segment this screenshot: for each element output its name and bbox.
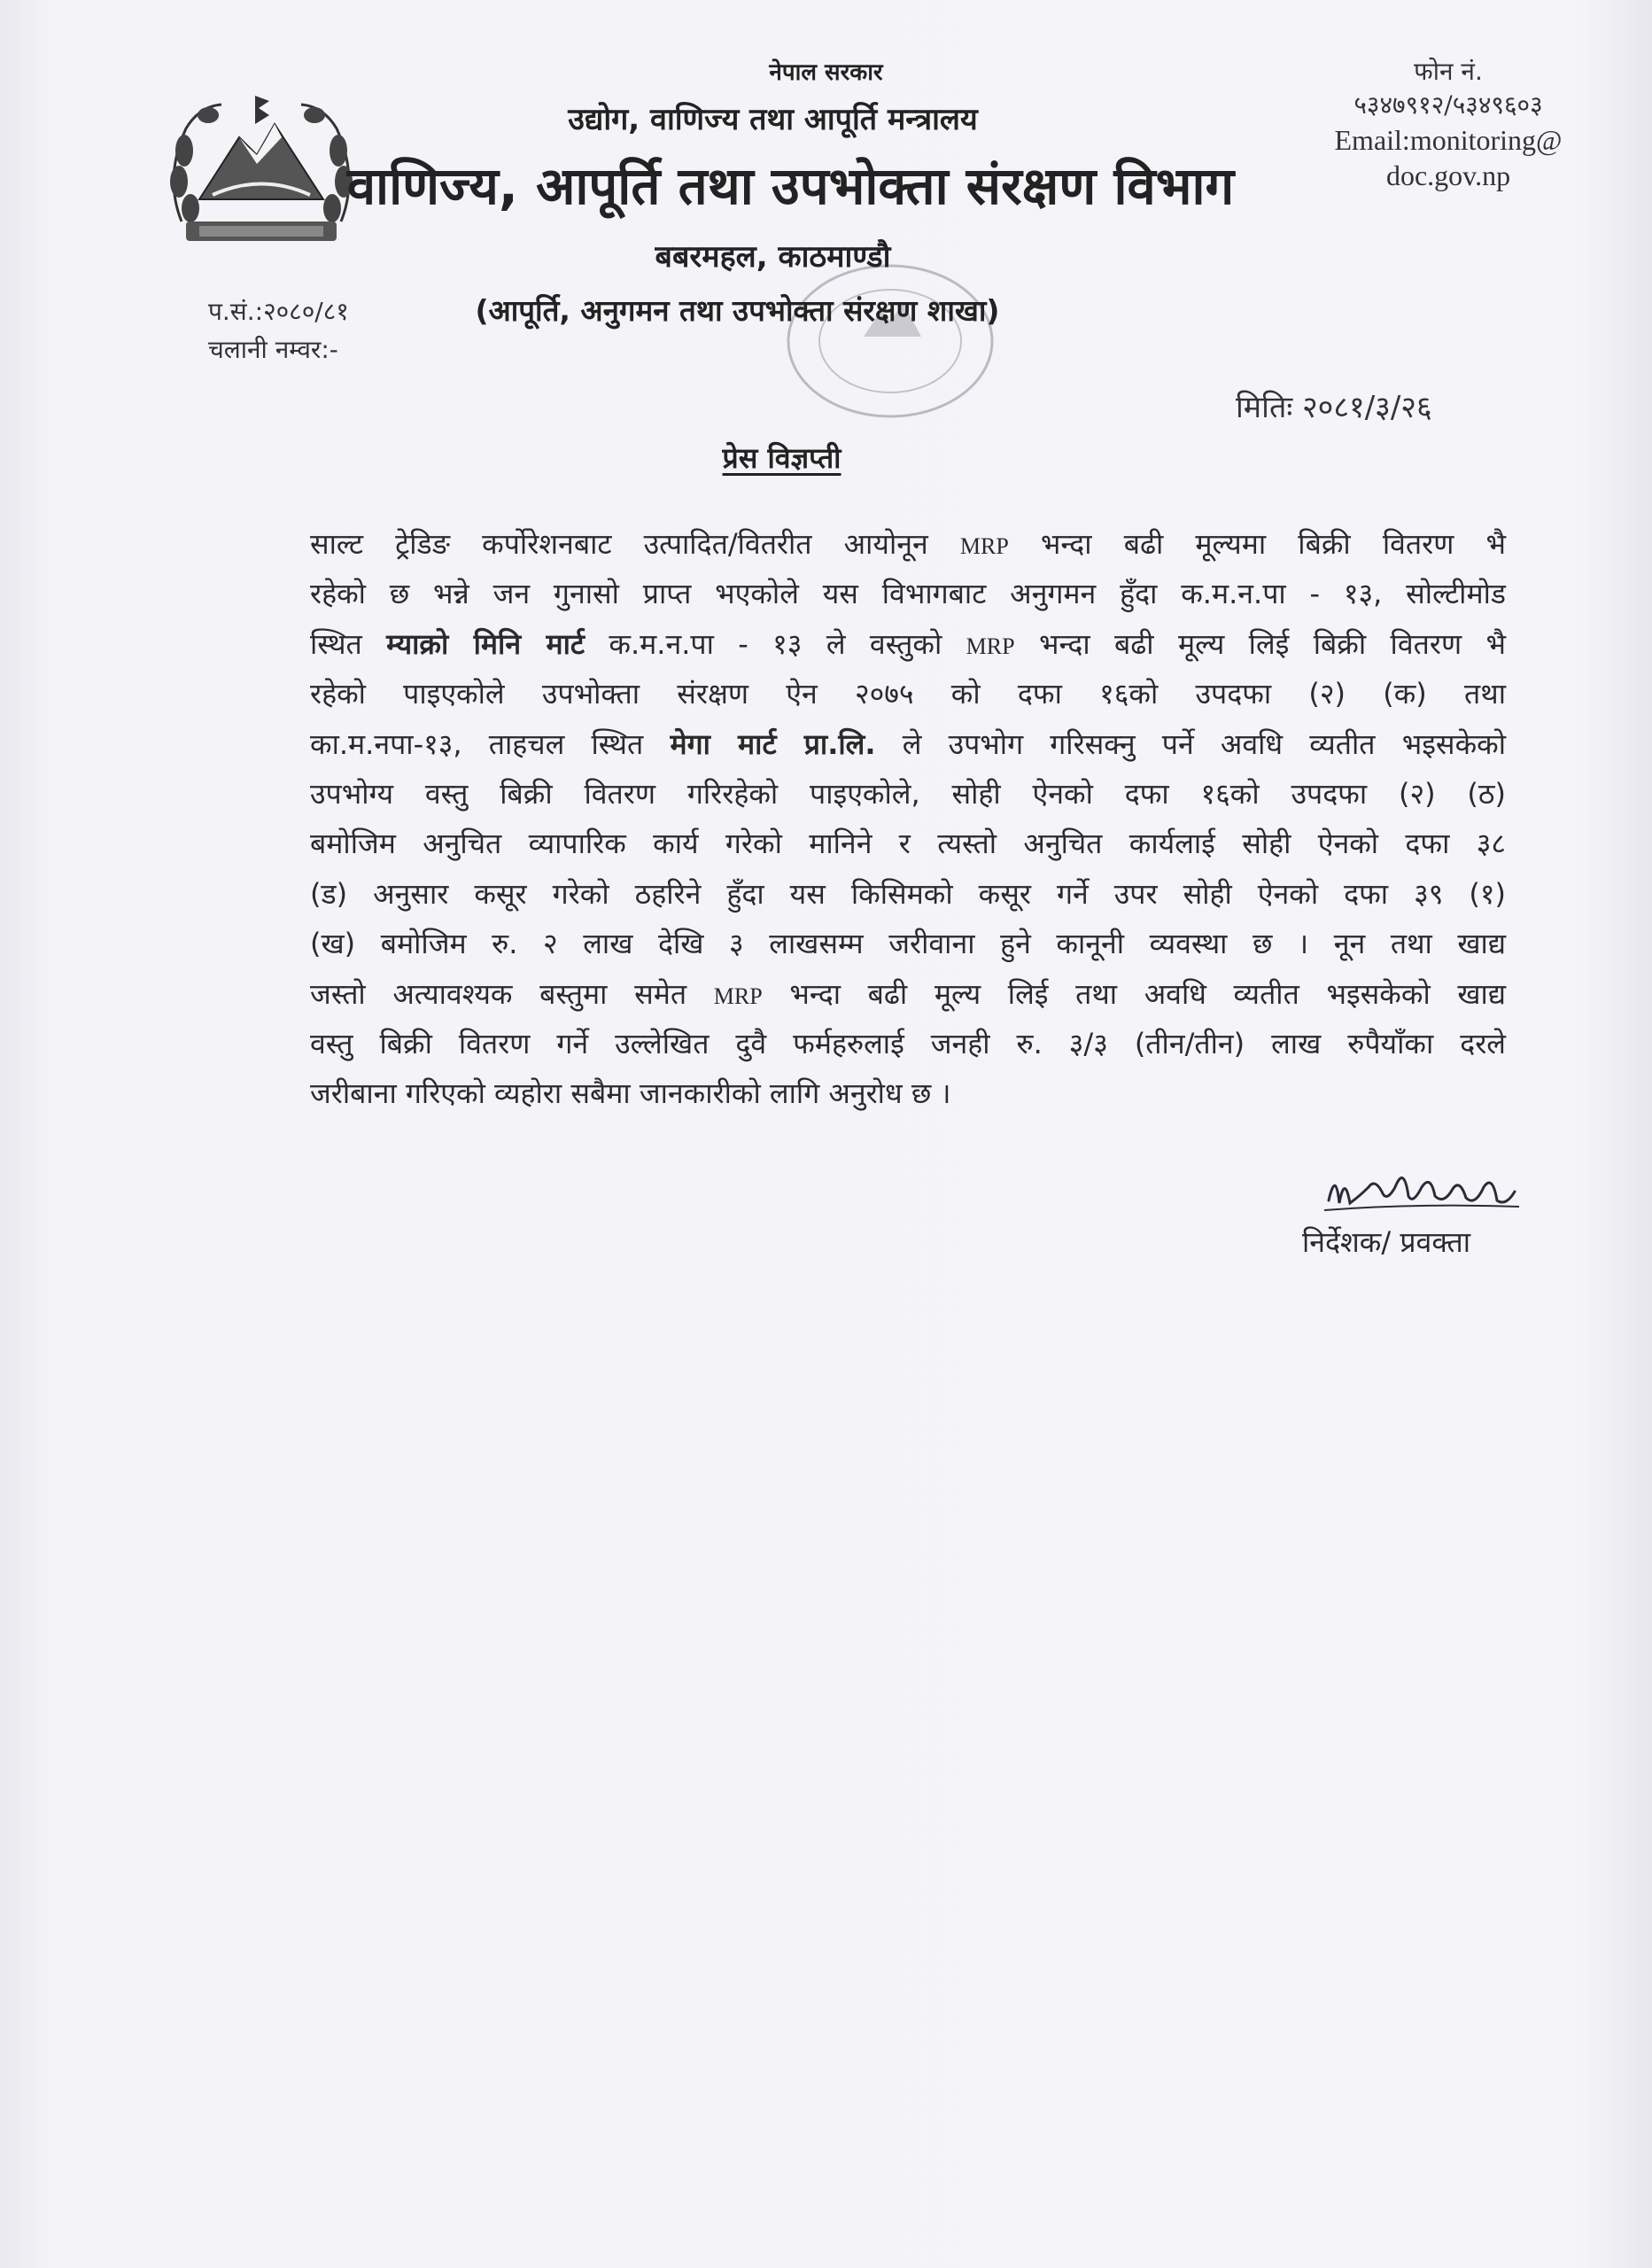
body-line: जरीबाना गरिएको व्यहोरा सबैमा जानकारीको लागि अनुरोध छ । bbox=[310, 1076, 951, 1111]
signature-icon bbox=[1320, 1152, 1524, 1223]
body-line: (ड) अनुसार कसूर गरेको ठहरिने हुँदा यस किसिमको कसूर गर्ने उपर सोही ऐनको दफा ३९ (१) bbox=[310, 876, 1506, 911]
body-line: रहेको छ भन्ने जन गुनासो प्राप्त भएकोले यस विभागबाट अनुगमन हुँदा क.म.न.पा - १३, सोल्टीमोड bbox=[310, 577, 1506, 611]
letter-date: मितिः २०८१/३/२६ bbox=[1236, 390, 1432, 425]
phone-numbers: ५३४७९१२/५३४९६०३ bbox=[1353, 89, 1543, 120]
branch-name: (आपूर्ति, अनुगमन तथा उपभोक्ता संरक्षण शाखा) bbox=[475, 293, 1000, 328]
body-line: रहेको पाइएकोले उपभोक्ता संरक्षण ऐन २०७५ को दफा १६को उपदफा (२) (क) तथा bbox=[310, 677, 1506, 711]
email-line-1: Email:monitoring@ bbox=[1334, 123, 1563, 156]
notice-body bbox=[310, 519, 1506, 1119]
reference-block bbox=[208, 292, 349, 369]
body-line: का.म.नपा-१३, ताहचल स्थित मेगा मार्ट प्रा.लि. ले उपभोग गरिसक्नु पर्ने अवधि व्यतीत भइसकेको bbox=[310, 726, 1507, 761]
body-line: जस्तो अत्यावश्यक बस्तुमा समेत MRP भन्दा बढी मूल्य लिई तथा अवधि व्यतीत भइसकेको खाद्य bbox=[310, 976, 1507, 1011]
firm-name-mega-mart: मेगा मार्ट प्रा.लि. bbox=[670, 726, 876, 761]
letter-number: प.सं.:२०८०/८१ bbox=[208, 297, 349, 326]
dispatch-number: चलानी नम्वर:- bbox=[208, 335, 338, 365]
phone-label: फोन नं. bbox=[1414, 57, 1483, 86]
body-line: साल्ट ट्रेडिङ कर्पोरेशनबाट उत्पादित/वितरीत आयोनून MRP भन्दा बढी मूल्यमा बिक्री वितरण भै bbox=[310, 527, 1506, 561]
body-line: उपभोग्य वस्तु बिक्री वितरण गरिरहेको पाइएकोले, सोही ऐनको दफा १६को उपदफा (२) (ठ) bbox=[310, 776, 1506, 811]
government-name: नेपाल सरकार bbox=[769, 59, 883, 86]
body-line: स्थित म्याक्रो मिनि मार्ट क.म.न.पा - १३ ले वस्तुको MRP भन्दा बढी मूल्य लिई बिक्री वितरण भै bbox=[310, 626, 1506, 661]
email-line-2: doc.gov.np bbox=[1385, 159, 1511, 191]
body-line: वस्तु बिक्री वितरण गर्ने उल्लेखित दुवै फर्महरुलाई जनही रु. ३/३ (तीन/तीन) लाख रुपैयाँका दरले bbox=[310, 1026, 1506, 1060]
department-address: बबरमहल, काठमाण्डौ bbox=[655, 239, 891, 275]
notice-title-text: प्रेस विज्ञप्ती bbox=[722, 441, 842, 475]
ministry-name: उद्योग, वाणिज्य तथा आपूर्ति मन्त्रालय bbox=[568, 102, 978, 137]
signer-designation: निर्देशक/ प्रवक्ता bbox=[1302, 1225, 1471, 1259]
contact-block bbox=[1315, 55, 1581, 193]
department-name: वाणिज्य, आपूर्ति तथा उपभोक्ता संरक्षण विभाग bbox=[346, 156, 1235, 216]
office-stamp-icon bbox=[779, 257, 1001, 425]
firm-name-macro-mini-mart: म्याक्रो मिनि मार्ट bbox=[386, 626, 586, 661]
body-line: बमोजिम अनुचित व्यापारिक कार्य गरेको मानिने र त्यस्तो अनुचित कार्यलाई सोही ऐनको दफा ३८ bbox=[310, 827, 1506, 861]
body-line: (ख) बमोजिम रु. २ लाख देखि ३ लाखसम्म जरीवाना हुने कानूनी व्यवस्था छ । नून तथा खाद्य bbox=[310, 927, 1506, 961]
notice-title bbox=[0, 439, 1608, 477]
